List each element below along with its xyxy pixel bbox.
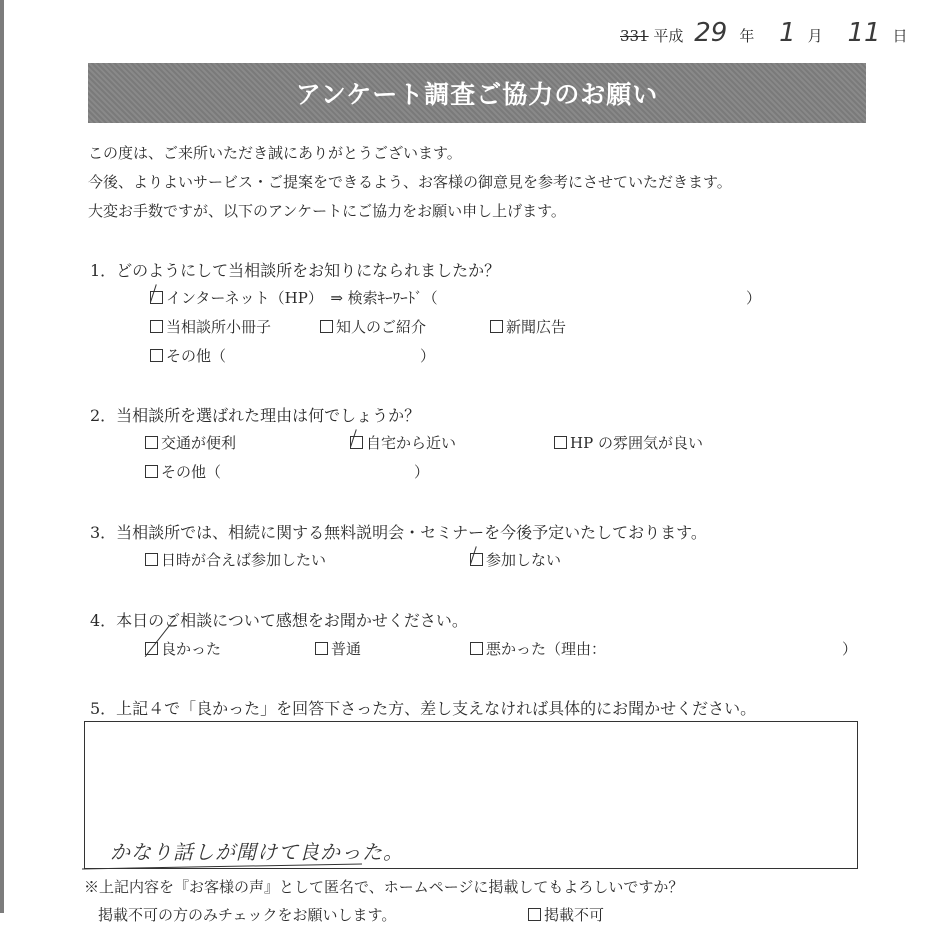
era: 平成 bbox=[653, 27, 684, 45]
q4-normal-label: 普通 bbox=[331, 640, 362, 658]
q1-referral-label: 知人のご紹介 bbox=[336, 318, 427, 336]
q4-option-bad[interactable] bbox=[470, 638, 606, 659]
q2-option-hp[interactable] bbox=[554, 432, 703, 453]
q3-join-label: 日時が合えば参加したい bbox=[161, 551, 327, 569]
question-4: 4．本日のご相談について感想をお聞かせください。 bbox=[90, 611, 468, 630]
question-2: 2．当相談所を選ばれた理由は何でしょうか？ bbox=[90, 406, 421, 425]
day-unit: 日 bbox=[892, 27, 908, 45]
q2-option-transport[interactable] bbox=[145, 432, 236, 453]
q1-newspaper-checkbox[interactable] bbox=[490, 320, 503, 333]
form-number: 331 bbox=[620, 27, 649, 45]
q2-hp-checkbox[interactable] bbox=[554, 436, 567, 449]
q2-other-checkbox[interactable] bbox=[145, 465, 158, 478]
q5-handwritten-answer: かなり話しが聞けて良かった。 bbox=[110, 840, 404, 864]
q3-option-no[interactable] bbox=[470, 549, 561, 570]
year-unit: 年 bbox=[739, 27, 755, 45]
publish-refuse-label: 掲載不可 bbox=[544, 906, 605, 924]
q1-other-label: その他（ bbox=[166, 347, 227, 365]
q2-other-close: ） bbox=[414, 463, 430, 481]
q1-option-referral[interactable] bbox=[320, 316, 426, 337]
year-value: 29 bbox=[694, 18, 728, 48]
q2-hp-label: HP の雰囲気が良い bbox=[570, 434, 703, 452]
q3-join-checkbox[interactable] bbox=[145, 553, 158, 566]
publish-refuse-checkbox[interactable] bbox=[528, 908, 541, 921]
q1-keyword-close: ） bbox=[746, 289, 762, 307]
q1-other-close: ） bbox=[420, 347, 436, 365]
q2-option-other[interactable] bbox=[145, 461, 221, 482]
q2-other-label: その他（ bbox=[161, 463, 222, 481]
q1-option-internet[interactable] bbox=[150, 287, 438, 308]
q4-option-normal[interactable] bbox=[315, 638, 361, 659]
intro-line-1: この度は、ご来所いただき誠にありがとうございます。 bbox=[88, 144, 462, 162]
q3-no-checkbox[interactable] bbox=[470, 553, 483, 566]
question-1: 1．どのようにして当相談所をお知りになられましたか？ bbox=[90, 261, 501, 280]
month-unit: 月 bbox=[807, 27, 823, 45]
q4-normal-checkbox[interactable] bbox=[315, 642, 328, 655]
publish-instruction: 掲載不可の方のみチェックをお願いします。 bbox=[98, 906, 397, 924]
q1-booklet-label: 当相談所小冊子 bbox=[166, 318, 272, 336]
q4-bad-checkbox[interactable] bbox=[470, 642, 483, 655]
intro-line-2: 今後、よりよいサービス・ご提案をできるよう、お客様の御意見を参考にさせていただきます。 bbox=[88, 173, 732, 191]
q2-home-label: 自宅から近い bbox=[366, 434, 457, 452]
date-line bbox=[620, 18, 922, 48]
q2-transport-label: 交通が便利 bbox=[161, 434, 237, 452]
question-3: 3．当相談所では、相続に関する無料説明会・セミナーを今後予定いたしております。 bbox=[90, 523, 707, 542]
q1-option-booklet[interactable] bbox=[150, 316, 271, 337]
q1-booklet-checkbox[interactable] bbox=[150, 320, 163, 333]
q1-option-newspaper[interactable] bbox=[490, 316, 566, 337]
q2-transport-checkbox[interactable] bbox=[145, 436, 158, 449]
q2-option-home[interactable] bbox=[350, 432, 456, 453]
q4-bad-close: ） bbox=[842, 640, 858, 658]
question-5: 5．上記４で「良かった」を回答下さった方、差し支えなければ具体的にお聞かせください。 bbox=[90, 699, 757, 718]
page-title: アンケート調査ご協力のお願い bbox=[295, 80, 659, 109]
q2-home-checkbox[interactable] bbox=[350, 436, 363, 449]
q1-option-other[interactable] bbox=[150, 345, 226, 366]
intro-line-3: 大変お手数ですが、以下のアンケートにご協力をお願い申し上げます。 bbox=[88, 202, 566, 220]
publish-notice: ※上記内容を『お客様の声』として匿名で、ホームページに掲載してもよろしいですか？ bbox=[84, 878, 684, 896]
q1-newspaper-label: 新聞広告 bbox=[506, 318, 567, 336]
title-banner bbox=[88, 63, 866, 123]
q1-internet-label: インターネット（HP） ⇒ 検索ｷｰﾜｰﾄﾞ（ bbox=[166, 289, 438, 307]
month-value: 1 bbox=[779, 18, 796, 48]
q3-no-label: 参加しない bbox=[486, 551, 562, 569]
q1-internet-checkbox[interactable] bbox=[150, 291, 163, 304]
q1-other-checkbox[interactable] bbox=[150, 349, 163, 362]
q4-bad-label: 悪かった（理由： bbox=[486, 640, 607, 658]
q1-referral-checkbox[interactable] bbox=[320, 320, 333, 333]
publish-refuse-option[interactable] bbox=[528, 904, 604, 925]
q3-option-join[interactable] bbox=[145, 549, 326, 570]
day-value: 11 bbox=[847, 18, 881, 48]
q4-good-label: 良かった bbox=[161, 640, 222, 658]
intro-text bbox=[88, 139, 732, 226]
page-edge bbox=[0, 0, 4, 913]
